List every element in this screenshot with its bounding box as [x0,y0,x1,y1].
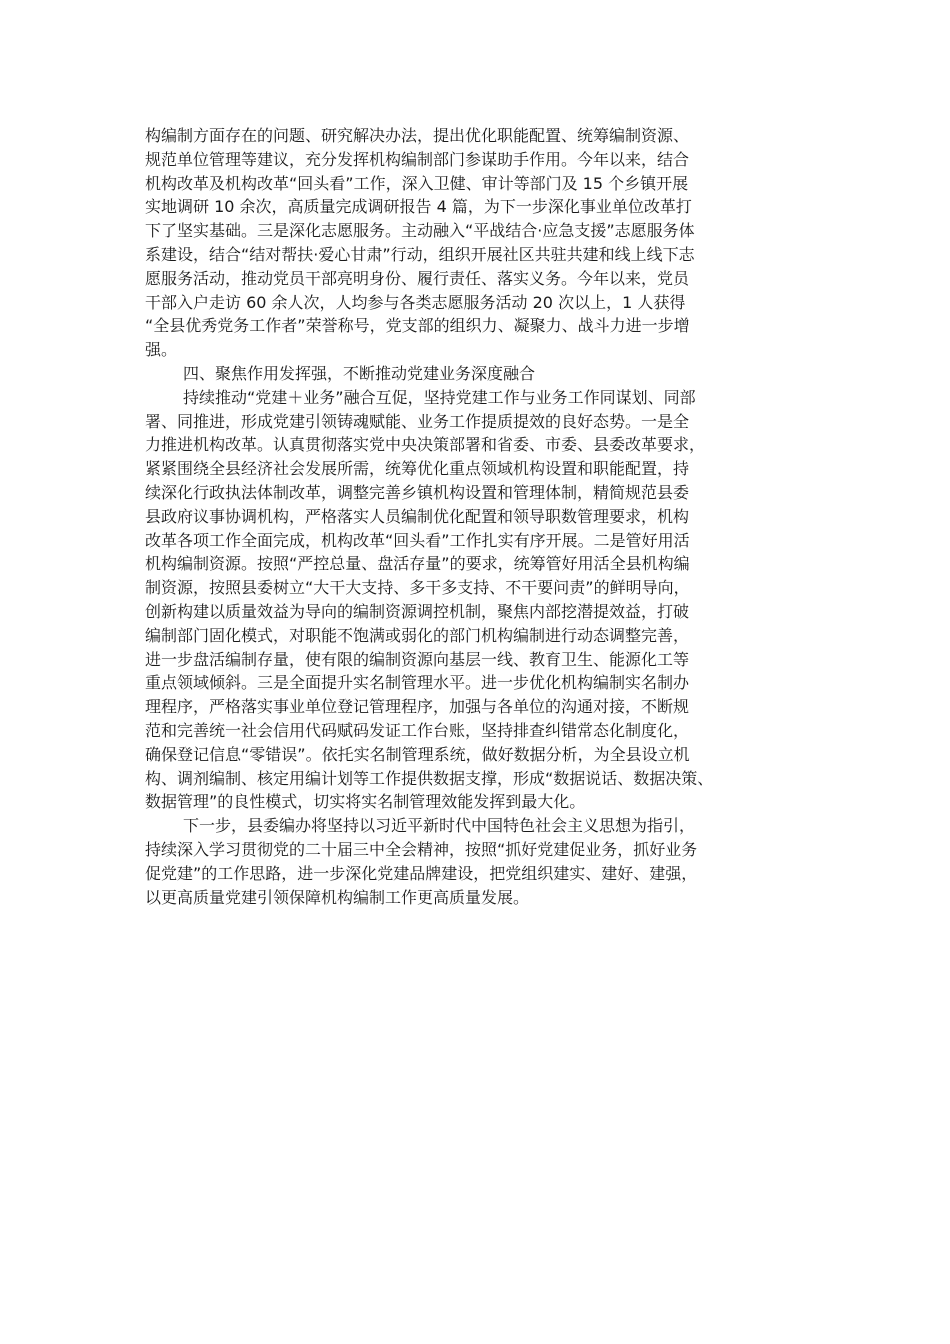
document-page [145,124,805,909]
text-line: 创新构建以质量效益为导向的编制资源调控机制，聚焦内部挖潜提效益，打破 [145,601,690,621]
text-line: 持续推动“党建＋业务”融合互促，坚持党建工作与业务工作同谋划、同部 [183,387,696,407]
text-line: 机构改革及机构改革“回头看”工作，深入卫健、审计等部门及 15 个乡镇开展 [145,173,689,193]
text-line: 促党建”的工作思路，进一步深化党建品牌建设，把党组织建实、建好、建强， [145,863,698,883]
text-line: 紧紧围绕全县经济社会发展所需，统筹优化重点领域机构设置和职能配置，持 [145,459,690,479]
paragraph [145,814,805,909]
text-line: 下一步，县委编办将坚持以习近平新时代中国特色社会主义思想为指引， [183,816,696,836]
text-line: 县政府议事协调机构，严格落实人员编制优化配置和领导职数管理要求，机构 [145,506,690,526]
paragraph [145,386,805,814]
text-line: 构编制方面存在的问题、研究解决办法，提出优化职能配置、统筹编制资源、 [145,126,690,145]
text-line: 力推进机构改革。认真贯彻落实党中央决策部署和省委、市委、县委改革要求， [145,435,706,455]
text-line: 四、聚焦作用发挥强，不断推动党建业务深度融合 [183,363,536,383]
text-line: “全县优秀党务工作者”荣誉称号，党支部的组织力、凝聚力、战斗力进一步增 [145,316,690,336]
text-line: 构、调剂编制、核定用编计划等工作提供数据支撑，形成“数据说话、数据决策、 [145,768,714,788]
text-line: 干部入户走访 60 余人次，人均参与各类志愿服务活动 20 次以上，1 人获得 [145,292,686,312]
text-line: 重点领域倾斜。三是全面提升实名制管理水平。进一步优化机构编制实名制办 [145,673,690,693]
paragraph [145,362,805,386]
text-line: 续深化行政执法体制改革，调整完善乡镇机构设置和管理体制，精简规范县委 [145,482,690,502]
text-line: 实地调研 10 余次，高质量完成调研报告 4 篇，为下一步深化事业单位改革打 [145,197,692,217]
text-line: 下了坚实基础。三是深化志愿服务。主动融入“平战结合·应急支援”志愿服务体 [145,221,695,241]
text-line: 强。 [145,340,178,360]
text-line: 以更高质量党建引领保障机构编制工作更高质量发展。 [145,887,530,907]
text-line: 规范单位管理等建议，充分发挥机构编制部门参谋助手作用。今年以来，结合 [145,149,690,169]
text-line: 持续深入学习贯彻党的二十届三中全会精神，按照“抓好党建促业务，抓好业务 [145,839,698,859]
text-line: 机构编制资源。按照“严控总量、盘活存量”的要求，统筹管好用活全县机构编 [145,554,690,574]
text-line: 数据管理”的良性模式，切实将实名制管理效能发挥到最大化。 [145,792,586,812]
text-line: 署、同推进，形成党建引领铸魂赋能、业务工作提质提效的良好态势。一是全 [145,411,690,431]
text-line: 制资源，按照县委树立“大干大支持、多干多支持、不干要问责”的鲜明导向， [145,578,690,598]
text-line: 愿服务活动，推动党员干部亮明身份、履行责任、落实义务。今年以来，党员 [145,268,690,288]
text-line: 编制部门固化模式，对职能不饱满或弱化的部门机构编制进行动态调整完善， [145,625,690,645]
text-line: 确保登记信息“零错误”。依托实名制管理系统，做好数据分析，为全县设立机 [145,744,690,764]
text-line: 理程序，严格落实事业单位登记管理程序，加强与各单位的沟通对接，不断规 [145,697,690,717]
text-line: 改革各项工作全面完成，机构改革“回头看”工作扎实有序开展。二是管好用活 [145,530,690,550]
text-line: 进一步盘活编制存量，使有限的编制资源向基层一线、教育卫生、能源化工等 [145,649,690,669]
paragraph [145,124,805,362]
text-line: 范和完善统一社会信用代码赋码发证工作台账，坚持排查纠错常态化制度化， [145,720,690,740]
text-line: 系建设，结合“结对帮扶·爱心甘肃”行动，组织开展社区共驻共建和线上线下志 [145,244,695,264]
